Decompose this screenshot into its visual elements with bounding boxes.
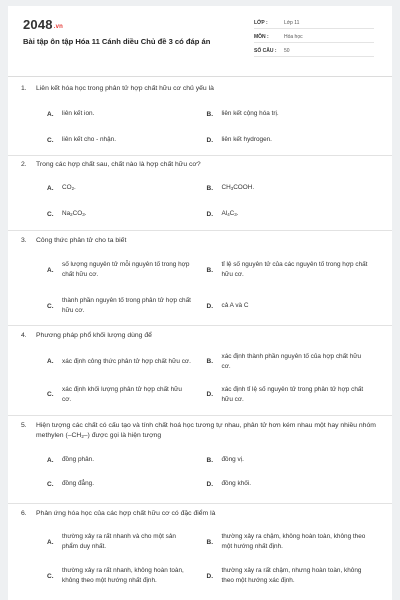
options <box>21 175 378 227</box>
question-text: Phản ứng hóa học của các hợp chất hữu cơ có đặc điểm là <box>36 510 216 517</box>
question-number: 3. <box>21 237 27 244</box>
option-d[interactable] <box>200 378 379 411</box>
option-label: A. <box>47 110 54 118</box>
option-c[interactable] <box>21 288 200 324</box>
question-head <box>21 156 378 170</box>
meta-value: Hóa học <box>284 34 303 40</box>
option-a[interactable] <box>21 101 200 127</box>
meta-key: SỐ CÂU : <box>254 48 277 54</box>
option-a[interactable] <box>21 345 200 378</box>
option-label: B. <box>206 184 213 192</box>
question-head <box>21 231 378 246</box>
option-c[interactable] <box>21 472 200 496</box>
question-4 <box>8 326 392 416</box>
option-a[interactable] <box>21 252 200 288</box>
question-text: Hiện tượng các chất có cấu tạo và tính chất hoá học tương tự nhau, phân tử hơn kém nhau một hay nhiều nhóm methylen $(-CH_2-)$ được gọi là hiện tượng <box>36 422 376 439</box>
options <box>21 101 378 153</box>
formula-al4c3: $Al_4C_3$. <box>221 209 239 217</box>
formula-na2co3: $Na_2CO_3$. <box>62 209 87 217</box>
formula-ch3cooh: $CH_3COOH$. <box>221 183 255 191</box>
formula-co2: $CO_2$. <box>62 183 76 191</box>
question-number: 5. <box>21 422 27 429</box>
options <box>21 525 378 593</box>
option-text: thường xảy ra chậm, không hoàn toàn, không theo một hướng nhất định. <box>221 533 366 550</box>
option-a[interactable] <box>21 448 200 472</box>
meta-value: Lớp 11 <box>284 20 300 26</box>
options <box>21 252 378 324</box>
option-c[interactable] <box>21 378 200 411</box>
page-title: Bài tập ôn tập Hóa 11 Cánh diều Chủ đề 3 có đáp án <box>23 37 211 46</box>
option-text <box>62 209 94 220</box>
header <box>8 6 392 62</box>
option-label: B. <box>206 266 213 274</box>
meta-row-count <box>254 44 374 57</box>
question-list <box>8 81 392 600</box>
option-b[interactable] <box>200 101 379 127</box>
question-head <box>21 416 378 442</box>
meta-class <box>254 16 374 29</box>
question-head <box>21 81 378 94</box>
option-label: D. <box>206 480 213 488</box>
option-text: liên kết cộng hóa trị. <box>221 110 279 117</box>
question-6 <box>8 504 392 600</box>
option-text: tỉ lệ số nguyên tử của các nguyên tố trong hợp chất hữu cơ. <box>221 261 368 278</box>
option-label: C. <box>47 302 54 310</box>
option-text: xác định công thức phân tử hợp chất hữu cơ. <box>62 357 191 365</box>
option-label: A. <box>47 358 54 365</box>
option-text: xác định tỉ lệ số nguyên tử trong phân tử hợp chất hữu cơ. <box>221 385 364 403</box>
option-b[interactable] <box>200 175 379 201</box>
options <box>21 345 378 411</box>
option-a[interactable] <box>21 175 200 201</box>
option-text: liên kết hydrogen. <box>221 136 272 143</box>
option-label: C. <box>47 391 54 398</box>
option-b[interactable] <box>200 525 379 559</box>
question-text: Trong các hợp chất sau, chất nào là hợp chất hữu cơ? <box>36 161 201 168</box>
header-divider <box>8 76 392 77</box>
question-1 <box>8 81 392 156</box>
option-label: B. <box>206 358 213 365</box>
meta-row-subject <box>254 30 374 43</box>
option-text: số lượng nguyên tử mỗi nguyên tố trong hợp chất hữu cơ. <box>62 261 190 278</box>
option-label: B. <box>206 456 213 464</box>
option-label: A. <box>47 538 54 546</box>
question-number: 1. <box>21 85 27 92</box>
option-d[interactable] <box>200 288 379 324</box>
question-5 <box>8 416 392 504</box>
option-label: D. <box>206 136 213 144</box>
question-number: 4. <box>21 332 27 339</box>
option-label: C. <box>47 480 54 488</box>
site-logo[interactable] <box>23 17 63 32</box>
option-text: thành phần nguyên tố trong phân tử hợp chất hữu cơ. <box>62 297 191 314</box>
option-label: A. <box>47 184 54 192</box>
option-d[interactable] <box>200 559 379 593</box>
worksheet-page <box>8 6 392 600</box>
option-d[interactable] <box>200 472 379 496</box>
meta-key: LỚP : <box>254 20 268 26</box>
option-label: C. <box>47 572 54 580</box>
option-text: thường xảy ra rất chậm, nhưng hoàn toàn, không theo một hướng xác định. <box>221 567 362 584</box>
question-number: 6. <box>21 510 27 517</box>
option-b[interactable] <box>200 345 379 378</box>
option-text: đồng vị. <box>221 456 244 463</box>
option-label: B. <box>206 110 213 118</box>
option-text: đồng phân. <box>62 456 94 463</box>
question-number: 2. <box>21 161 27 168</box>
option-d[interactable] <box>200 201 379 227</box>
option-text: thường xảy ra rất nhanh, không hoàn toàn, không theo một hướng nhất định. <box>62 567 184 584</box>
question-3 <box>8 231 392 326</box>
option-text: cả A và C <box>221 302 249 309</box>
logo-sub: .vn <box>53 24 64 30</box>
option-text: xác định thành phần nguyên tố của hợp chất hữu cơ. <box>221 352 362 370</box>
option-label: A. <box>47 266 54 274</box>
option-label: D. <box>206 302 213 310</box>
question-head <box>21 326 378 341</box>
option-b[interactable] <box>200 252 379 288</box>
option-text: xác định khối lượng phân tử hợp chất hữu cơ. <box>62 385 182 403</box>
option-label: A. <box>47 456 54 464</box>
option-label: D. <box>206 572 213 580</box>
option-label: B. <box>206 538 213 546</box>
option-c[interactable] <box>21 559 200 593</box>
meta-value: 50 <box>284 48 290 54</box>
option-text <box>222 183 263 194</box>
option-text: liên kết ion. <box>62 110 95 117</box>
question-2 <box>8 156 392 231</box>
option-a[interactable] <box>21 525 200 559</box>
option-label: D. <box>206 210 213 218</box>
question-head <box>21 504 378 519</box>
option-c[interactable] <box>21 201 200 227</box>
options <box>21 448 378 496</box>
option-text: đồng khối. <box>221 480 251 487</box>
option-text <box>62 183 84 194</box>
option-label: C. <box>47 136 54 144</box>
option-text <box>222 209 247 220</box>
meta-key: MÔN : <box>254 34 269 40</box>
logo-main: 2048 <box>23 17 53 32</box>
option-text: liên kết cho - nhận. <box>62 136 116 143</box>
option-c[interactable] <box>21 127 200 153</box>
option-text: thường xảy ra rất nhanh và cho một sản phẩm duy nhất. <box>62 533 176 550</box>
question-text: Phương pháp phổ khối lượng dùng để <box>36 332 152 339</box>
option-b[interactable] <box>200 448 379 472</box>
meta-count <box>254 44 374 57</box>
option-label: D. <box>206 391 213 398</box>
question-text: Liên kết hóa học trong phân tử hợp chất hữu cơ chủ yếu là <box>36 85 214 92</box>
question-text: Công thức phân tử cho ta biết <box>36 237 127 244</box>
meta-row-class <box>254 16 374 29</box>
meta-subject <box>254 30 374 43</box>
option-d[interactable] <box>200 127 379 153</box>
option-text: đồng đẳng. <box>62 480 94 487</box>
option-label: C. <box>47 210 54 218</box>
